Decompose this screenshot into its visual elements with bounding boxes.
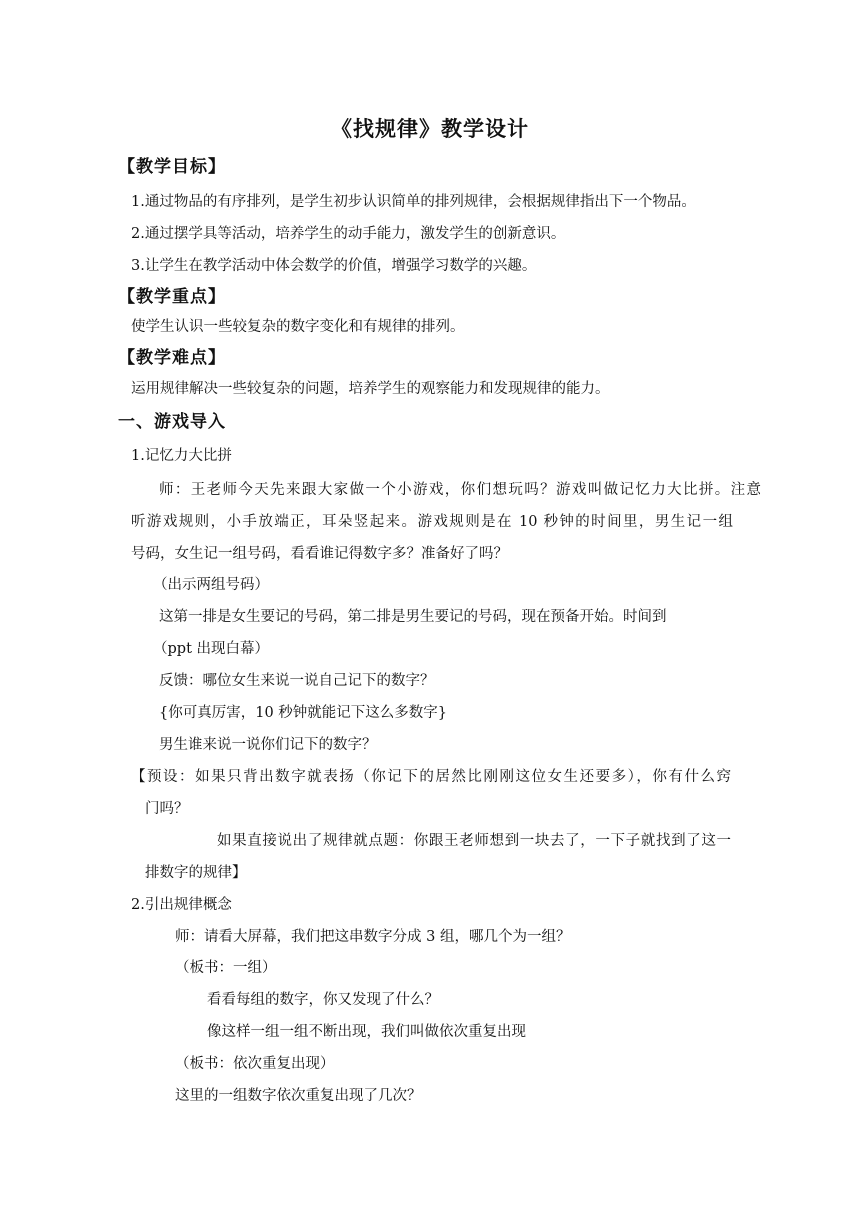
sub1-line: 男生谁来说一说你们记下的数字？ bbox=[159, 737, 377, 753]
sub1-label: 1.记忆力大比拼 bbox=[131, 448, 232, 464]
key-points-heading: 【教学重点】 bbox=[118, 287, 226, 307]
sub1-line: 如果直接说出了规律就点题：你跟王老师想到一块去了，一下子就找到了这一 bbox=[217, 833, 731, 849]
sub1-line: 【预设：如果只背出数字就表扬（你记下的居然比刚刚这位女生还要多），你有什么窍 bbox=[131, 769, 731, 785]
sub2-line: 看看每组的数字，你又发现了什么？ bbox=[207, 992, 439, 1008]
sub1-line: 听游戏规则，小手放端正，耳朵竖起来。游戏规则是在 10 秒钟的时间里，男生记一组 bbox=[131, 514, 733, 530]
sub1-line: 门吗？ bbox=[145, 801, 189, 817]
sub2-line: 师：请看大屏幕，我们把这串数字分成 3 组，哪几个为一组？ bbox=[175, 929, 571, 945]
objective-item-3: 3.让学生在教学活动中体会数学的价值，增强学习数学的兴趣。 bbox=[131, 258, 537, 274]
sub2-line: （板书：依次重复出现） bbox=[175, 1056, 335, 1072]
sub2-line: （板书：一组） bbox=[175, 960, 277, 976]
sub1-line: （出示两组号码） bbox=[153, 577, 269, 593]
sub1-line: 反馈：哪位女生来说一说自己记下的数字？ bbox=[159, 673, 435, 689]
sub2-line: 这里的一组数字依次重复出现了几次？ bbox=[175, 1088, 422, 1104]
difficulties-text: 运用规律解决一些较复杂的问题，培养学生的观察能力和发现规律的能力。 bbox=[131, 381, 610, 397]
sub1-line: 这第一排是女生要记的号码，第二排是男生要记的号码，现在预备开始。时间到 bbox=[159, 609, 667, 625]
objective-item-2: 2.通过摆学具等活动，培养学生的动手能力，激发学生的创新意识。 bbox=[131, 226, 566, 242]
difficulties-heading: 【教学难点】 bbox=[118, 348, 226, 368]
sub1-line: 排数字的规律】 bbox=[145, 865, 247, 881]
sub1-line: 师：王老师今天先来跟大家做一个小游戏，你们想玩吗？游戏叫做记忆力大比拼。注意 bbox=[159, 482, 761, 498]
key-points-text: 使学生认识一些较复杂的数字变化和有规律的排列。 bbox=[131, 319, 465, 335]
objective-item-1: 1.通过物品的有序排列，是学生初步认识简单的排列规律，会根据规律指出下一个物品。 bbox=[131, 194, 696, 210]
sub1-line: （ppt 出现白幕） bbox=[153, 641, 269, 657]
sub2-label: 2.引出规律概念 bbox=[131, 897, 232, 913]
sub2-line: 像这样一组一组不断出现，我们叫做依次重复出现 bbox=[207, 1024, 526, 1040]
part1-heading: 一、游戏导入 bbox=[118, 412, 226, 432]
document-title: 《找规律》教学设计 bbox=[331, 117, 529, 141]
sub1-line: 号码，女生记一组号码，看看谁记得数字多？准备好了吗？ bbox=[131, 546, 508, 562]
sub1-line: {你可真厉害，10 秒钟就能记下这么多数字} bbox=[159, 705, 448, 721]
objectives-heading: 【教学目标】 bbox=[118, 157, 226, 177]
